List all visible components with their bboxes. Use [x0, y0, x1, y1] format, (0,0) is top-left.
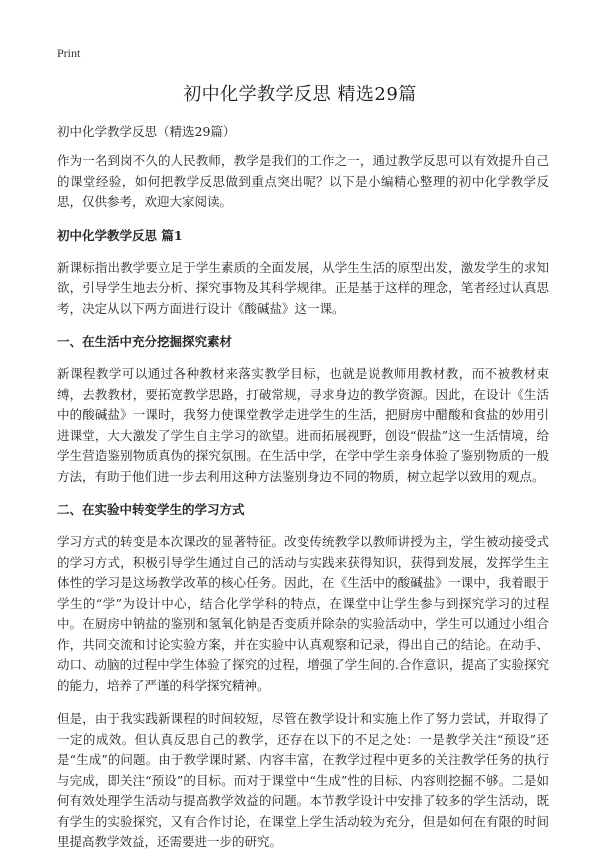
- subsection-heading-1: 一、在生活中充分挖掘探究素材: [57, 334, 233, 349]
- subsection-heading-2: 二、在实验中转变学生的学习方式: [57, 502, 245, 517]
- print-link[interactable]: Print: [57, 46, 81, 60]
- subsection-paragraph-2: 学习方式的转变是本次课改的显著特征。改变传统教学以教师讲授为主，学生被动接受式的学习方式，积极引导学生通过自己的活动与实践来获得知识，获得到发展，发挥学生主体性的学习是这场教学改革的核心任务。因此，在《生活中的酸碱盐》一课中，我着眼于学生的“学”为设计中心，结合化学学科的特点，在课堂中让学生参与到探究学习的过程中。在厨房中钠盐的鉴别和氢氧化钠是否变质并除杂的实验活动中，学生可以通过小组合作，共同交流和讨论实验方案，并在实验中认真观察和记录，得出自己的结论。在动手、动口、动脑的过程中学生体验了探究的过程，增强了学生间的.合作意识，提高了实验探究的能力，培养了严谨的科学探究精神。: [57, 534, 549, 693]
- document-subtitle: 初中化学教学反思（精选29篇）: [57, 124, 236, 139]
- document-title: 初中化学教学反思 精选29篇: [183, 84, 417, 105]
- section-paragraph: 新课标指出教学要立足于学生素质的全面发展，从学生生活的原型出发，激发学生的求知欲，引导学生地去分析、探究事物及其科学规律。正是基于这样的理念，笔者经过认真思考，决定从以下两方面进行设计《酸碱盐》这一课。: [57, 259, 549, 316]
- subsection-paragraph-1: 新课程教学可以通过各种教材来落实教学目标，也就是说教师用教材教，而不被教材束缚，去教教材，要拓宽教学思路，打破常规，寻求身边的教学资源。因此，在设计《生活中的酸碱盐》一课时，我努力使课堂教学走进学生的生活，把厨房中醋酸和食盐的妙用引进课堂，大大激发了学生自主学习的欲望。进而拓展视野，创设“假盐”这一生活情境，给学生营造鉴别物质真伪的探究氛围。在生活中学，在学中学生亲身体验了鉴别物质的一般方法，有助于他们进一步去利用这种方法鉴别身边不同的物质，树立起学以致用的观点。: [57, 366, 549, 484]
- intro-paragraph: 作为一名到岗不久的人民教师，教学是我们的工作之一，通过教学反思可以有效提升自己的课堂经验，如何把教学反思做到重点突出呢？以下是小编精心整理的初中化学教学反思，仅供参考，欢迎大家阅读。: [57, 153, 549, 209]
- document-body: [57, 122, 549, 866]
- section-heading: 初中化学教学反思 篇1: [57, 227, 183, 243]
- reflection-paragraph: 但是，由于我实践新课程的时间较短，尽管在教学设计和实施上作了努力尝试，并取得了一定的成效。但认真反思自己的教学，还存在以下的不足之处：一是教学关注“预设”还是“生成”的问题。由于教学课时紧、内容丰富，在教学过程中更多的关注教学任务的执行与完成，即关注“预设”的目标。而对于课堂中“生成”性的目标、内容则挖掘不够。二是如何有效处理学生活动与提高教学效益的问题。本节教学设计中安排了较多的学生活动，既有学生的实验探究，又有合作讨论，在课堂上学生活动较为充分，但是如何在有限的时间里提高教学效益，还需要进一步的研究。: [57, 711, 549, 849]
